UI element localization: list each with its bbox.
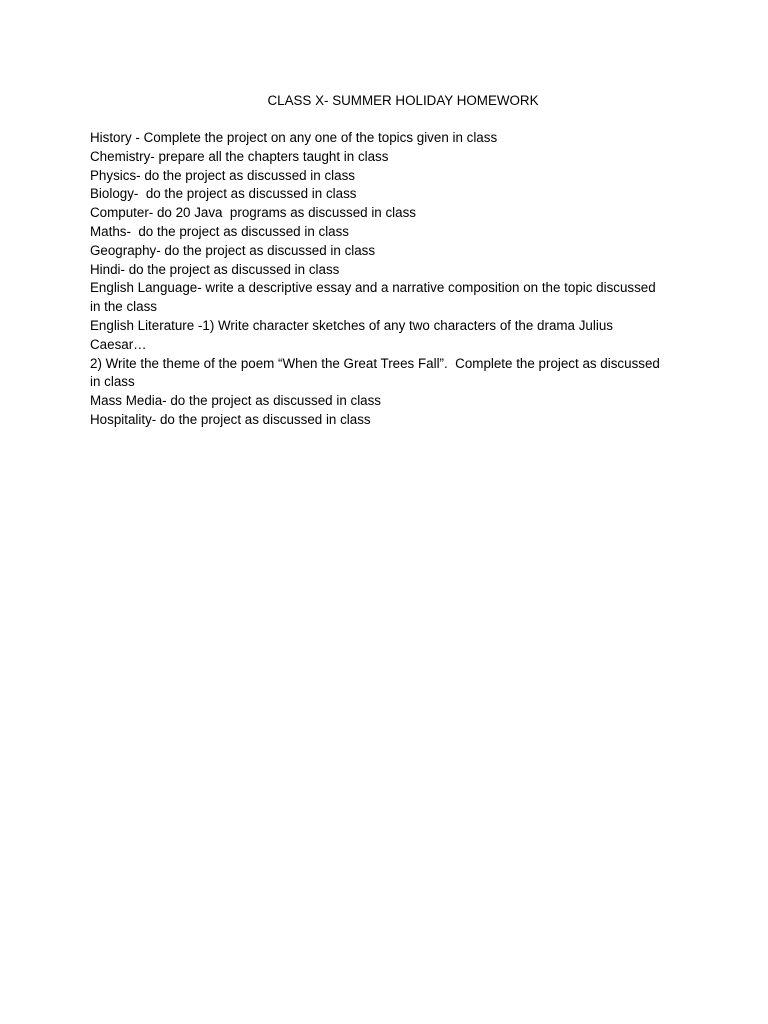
homework-line-biology: Biology- do the project as discussed in class xyxy=(90,186,357,202)
homework-line-geography: Geography- do the project as discussed in class xyxy=(90,242,376,258)
homework-line-maths: Maths- do the project as discussed in class xyxy=(90,223,350,239)
homework-line-chemistry: Chemistry- prepare all the chapters taught in class xyxy=(90,148,389,164)
homework-line-computer: Computer- do 20 Java programs as discussed in class xyxy=(90,205,416,221)
homework-line-history: History - Complete the project on any one of the topics given in class xyxy=(90,130,498,145)
homework-line-english-literature: English Literature -1) Write character sketches of any two characters of the drama Julius xyxy=(90,317,613,333)
document-title: CLASS X- SUMMER HOLIDAY HOMEWORK xyxy=(267,93,539,108)
homework-line-hospitality: Hospitality- do the project as discussed in class xyxy=(90,411,371,427)
homework-line-poem-theme: 2) Write the theme of the poem “When the Great Trees Fall”. Complete the project as discussed xyxy=(90,355,660,371)
homework-line-english-language: English Language- write a descriptive essay and a narrative composition on the topic discussed xyxy=(90,280,656,296)
homework-line-mass-media: Mass Media- do the project as discussed in class xyxy=(90,393,382,409)
homework-line-poem-theme-cont: in class xyxy=(90,374,135,390)
homework-line-english-literature-cont: Caesar… xyxy=(90,336,147,352)
homework-line-english-language-cont: in the class xyxy=(90,299,157,315)
homework-line-hindi: Hindi- do the project as discussed in class xyxy=(90,261,340,277)
homework-list xyxy=(90,129,690,430)
homework-line-physics: Physics- do the project as discussed in class xyxy=(90,167,355,183)
